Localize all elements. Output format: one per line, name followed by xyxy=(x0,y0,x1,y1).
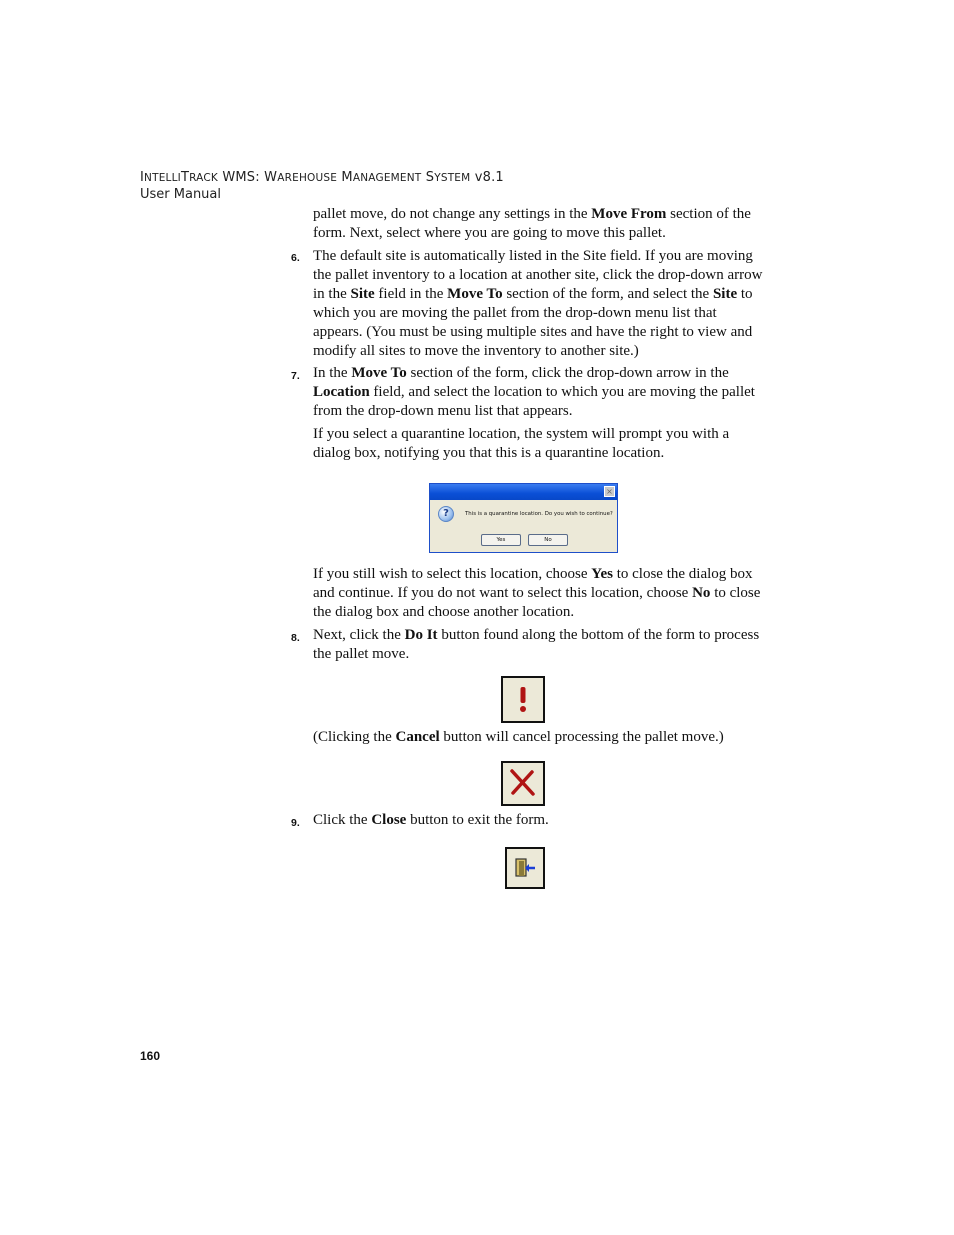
step-6-text: The default site is automatically listed in the Site field. If you are moving the pallet inventory to a location at another site, click the drop-down arrow in the Site field in the Move To section of the form, and select the Site to which you are moving the pallet from the drop-down menu list that appears. (You must be using multiple sites and have the right to view and modify all sites to move the inventory to another site.) xyxy=(313,248,763,359)
quarantine-note: If you select a quarantine location, the system will prompt you with a dialog box, notifying you that this is a quarantine location. xyxy=(313,426,730,461)
choose-paragraph: If you still wish to select this location, choose Yes to close the dialog box and continue. If you do not want to select this location, choose No to close the dialog box and choose another location. xyxy=(313,566,761,620)
step-8-text: Next, click the Do It button found along the bottom of the form to process the pallet move. xyxy=(313,627,760,662)
cancel-paragraph: (Clicking the Cancel button will cancel processing the pallet move.) xyxy=(313,729,724,745)
step-number-9: 9. xyxy=(291,817,300,829)
intro-paragraph: pallet move, do not change any settings in the Move From section of the form. Next, select where you are going to move this pallet. xyxy=(313,206,751,241)
step-7-text: In the Move To section of the form, click the drop-down arrow in the Location field, and select the location to which you are moving the pallet from the drop-down menu list that appears. xyxy=(313,365,755,419)
exclamation-icon xyxy=(503,678,543,721)
close-icon[interactable]: × xyxy=(604,486,615,497)
close-button[interactable] xyxy=(505,847,545,889)
step-number-8: 8. xyxy=(291,632,300,644)
running-header-title: INTELLITRACK WMS: WAREHOUSE MANAGEMENT SYSTEM v8.1 xyxy=(140,170,504,185)
page-number: 160 xyxy=(140,1049,161,1063)
yes-button[interactable]: Yes xyxy=(481,534,521,546)
running-header-subtitle: User Manual xyxy=(140,187,222,202)
do-it-button[interactable] xyxy=(501,676,545,723)
question-icon: ? xyxy=(438,506,454,522)
quarantine-dialog xyxy=(429,483,618,553)
dialog-message: This is a quarantine location. Do you wish to continue? xyxy=(465,511,613,517)
dialog-titlebar xyxy=(430,484,617,500)
step-9-text: Click the Close button to exit the form. xyxy=(313,812,549,828)
step-number-6: 6. xyxy=(291,252,300,264)
door-exit-icon xyxy=(507,849,543,887)
red-x-icon xyxy=(503,763,543,804)
no-button[interactable]: No xyxy=(528,534,568,546)
cancel-button[interactable] xyxy=(501,761,545,806)
step-number-7: 7. xyxy=(291,370,300,382)
